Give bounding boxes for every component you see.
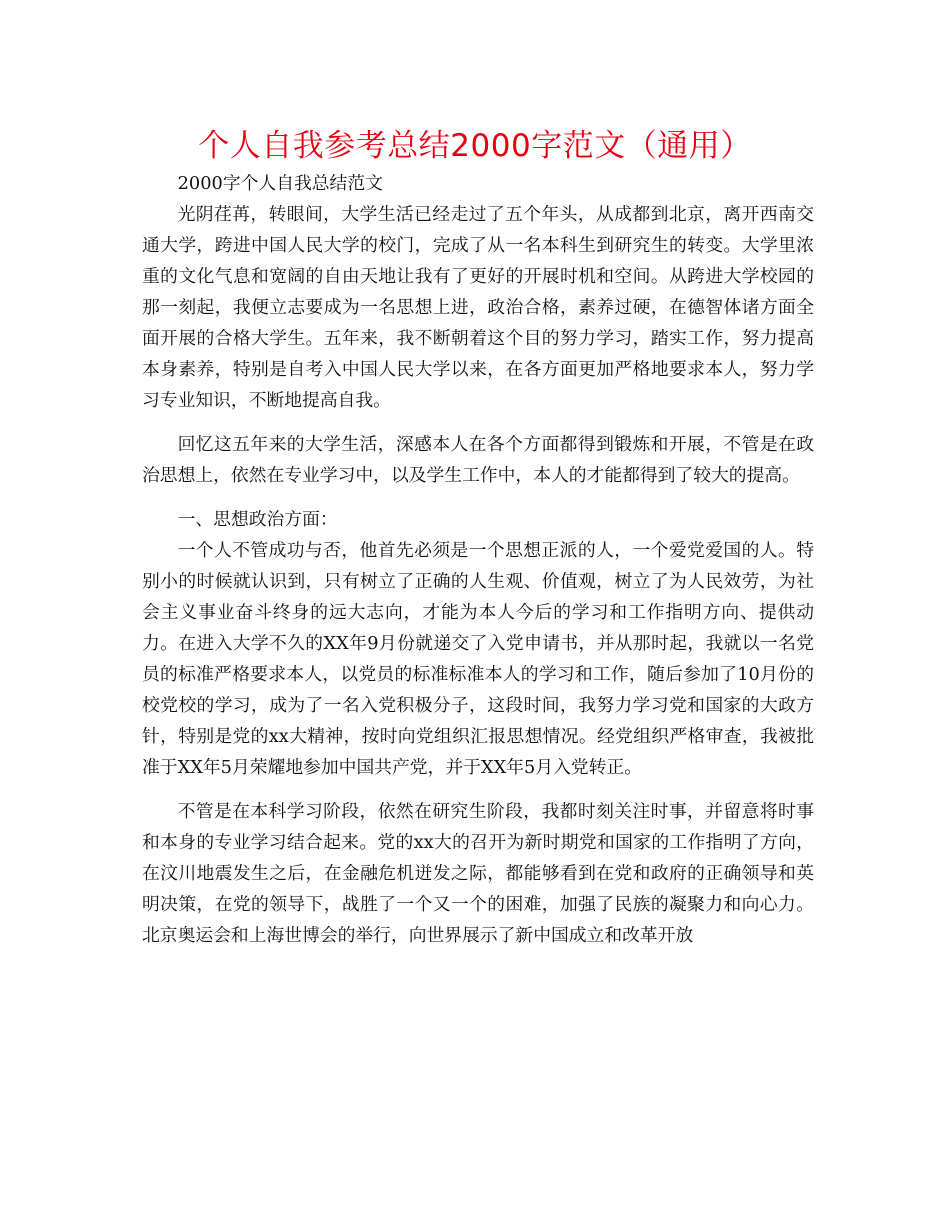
- body-paragraph: 回忆这五年来的大学生活，深感本人在各个方面都得到锻炼和开展，不管是在政治思想上，依然在专业学习中，以及学生工作中，本人的才能都得到了较大的提高。: [142, 434, 814, 486]
- body-paragraph: 光阴荏苒，转眼间，大学生活已经走过了五个年头，从成都到北京，离开西南交通大学，跨进中国人民大学的校门，完成了从一名本科生到研究生的转变。大学里浓重的文化气息和宽阔的自由天地让我有了更好的开展时机和空间。从跨进大学校园的那一刻起，我便立志要成为一名思想上进，政治合格，素养过硬，在德智体诸方面全面开展的合格大学生。五年来，我不断朝着这个目的努力学习，踏实工作，努力提高本身素养，特别是自考入中国人民大学以来，在各方面更加严格地要求本人，努力学习专业知识，不断地提高自我。: [142, 204, 814, 411]
- subtitle-paragraph: 2000字个人自我总结范文: [177, 173, 383, 194]
- document-title: 个人自我参考总结2000字范文（通用）: [198, 128, 752, 164]
- document-body: [142, 168, 814, 951]
- body-paragraph: 不管是在本科学习阶段，依然在研究生阶段，我都时刻关注时事，并留意将时事和本身的专业学习结合起来。党的xx大的召开为新时期党和国家的工作指明了方向，在汶川地震发生之后，在金融危机迸发之际，都能够看到在党和政府的正确领导和英明决策，在党的领导下，战胜了一个又一个的困难，加强了民族的凝聚力和向心力。北京奥运会和上海世博会的举行，向世界展示了新中国成立和改革开放: [142, 801, 814, 946]
- body-paragraph: 一个人不管成功与否，他首先必须是一个思想正派的人，一个爱党爱国的人。特别小的时候就认识到，只有树立了正确的人生观、价值观，树立了为人民效劳，为社会主义事业奋斗终身的远大志向，才能为本人今后的学习和工作指明方向、提供动力。在进入大学不久的XX年9月份就递交了入党申请书，并从那时起，我就以一名党员的标准严格要求本人，以党员的标准标准本人的学习和工作，随后参加了10月份的校党校的学习，成为了一名入党积极分子，这段时间，我努力学习党和国家的大政方针，特别是党的xx大精神，按时向党组织汇报思想情况。经党组织严格审查，我被批准于XX年5月荣耀地参加中国共产党，并于XX年5月入党转正。: [142, 540, 814, 778]
- section-heading: 一、思想政治方面：: [177, 509, 338, 530]
